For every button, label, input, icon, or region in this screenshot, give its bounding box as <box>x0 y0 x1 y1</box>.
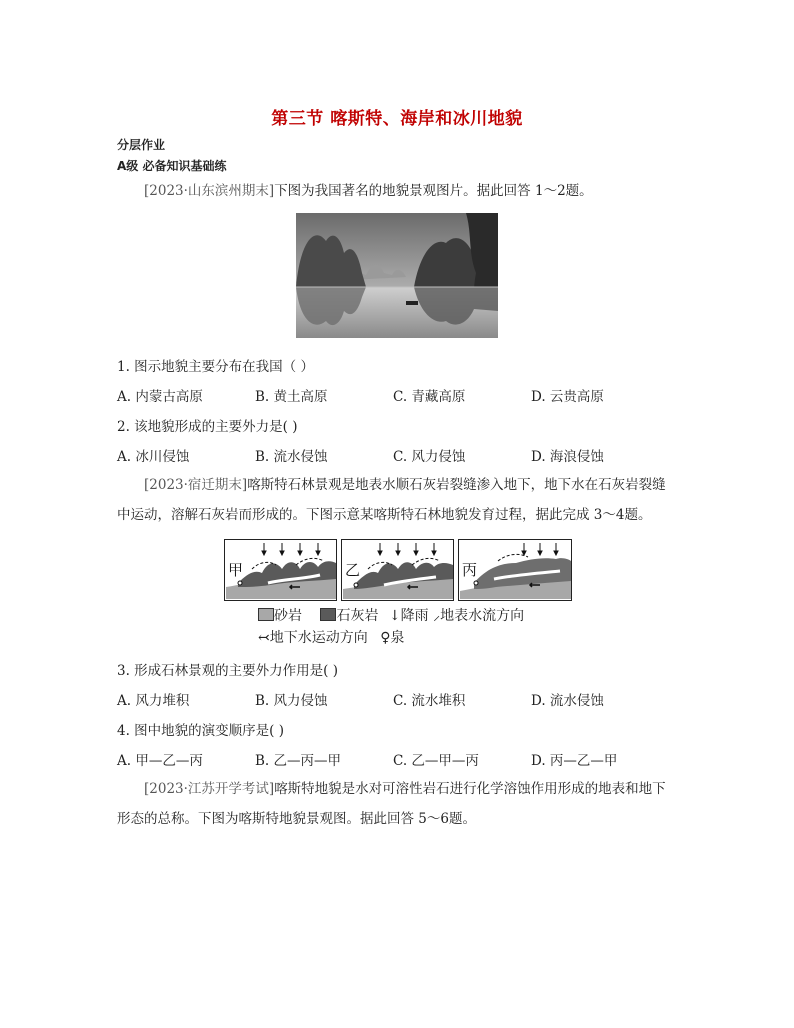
q3-option-c[interactable]: C. 流水堆积 <box>393 693 466 709</box>
question-4: 4. 图中地貌的演变顺序是( ) <box>117 723 284 739</box>
panel-jia-label: 甲 <box>228 561 244 579</box>
q4-option-c[interactable]: C. 乙—甲—丙 <box>393 753 479 769</box>
question-1: 1. 图示地貌主要分布在我国（ ） <box>117 359 314 375</box>
q1-option-a[interactable]: A. 内蒙古高原 <box>117 389 203 405</box>
intro-1-source: [2023·山东滨州期末] <box>144 183 275 199</box>
stone-forest-diagram-svg <box>224 539 572 601</box>
level-label: A级 必备知识基础练 <box>117 159 227 173</box>
q3-option-b[interactable]: B. 风力侵蚀 <box>255 693 328 709</box>
surface-flow-icon: ⸝ <box>433 608 441 624</box>
q4-option-a[interactable]: A. 甲—乙—丙 <box>117 753 203 769</box>
q4-option-b[interactable]: B. 乙—丙—甲 <box>255 753 342 769</box>
karst-landscape-photo <box>296 213 498 338</box>
intro-3-line-2: 形态的总称。下图为喀斯特地貌景观图。据此回答 5～6题。 <box>117 811 476 827</box>
legend-rain: 降雨 <box>400 608 429 624</box>
q2-option-a[interactable]: A. 冰川侵蚀 <box>117 449 190 465</box>
limestone-swatch <box>320 608 336 621</box>
intro-2-source: [2023·宿迁期末] <box>144 477 248 493</box>
q3-option-a[interactable]: A. 风力堆积 <box>117 693 190 709</box>
intro-1 <box>144 181 593 201</box>
intro-3-line-1 <box>144 779 666 799</box>
rain-arrow-icon: ↓ <box>388 608 401 624</box>
intro-2-text-1: 喀斯特石林景观是地表水顺石灰岩裂缝渗入地下，地下水在石灰岩裂缝 <box>247 477 666 493</box>
q3-option-d[interactable]: D. 流水侵蚀 <box>531 693 604 709</box>
question-2: 2. 该地貌形成的主要外力是( ) <box>117 419 298 435</box>
karst-photo-svg <box>296 213 498 338</box>
legend-spring: 泉 <box>390 630 405 646</box>
legend-surface-flow: 地表水流方向 <box>440 608 525 624</box>
legend-groundwater: 地下水运动方向 <box>269 630 368 646</box>
groundwater-arrow-icon: ↢ <box>258 630 270 646</box>
intro-3-source: [2023·江苏开学考试] <box>144 781 275 797</box>
legend-limestone: 石灰岩 <box>336 608 379 624</box>
q2-option-d[interactable]: D. 海浪侵蚀 <box>531 449 604 465</box>
panel-yi-label: 乙 <box>345 561 361 579</box>
intro-1-text: 下图为我国著名的地貌景观图片。据此回答 1～2题。 <box>274 183 593 199</box>
legend-sandstone: 砂岩 <box>274 608 302 624</box>
panel-bing-label: 丙 <box>462 561 478 579</box>
intro-2-line-2: 中运动，溶解石灰岩而形成的。下图示意某喀斯特石林地貌发育过程，据此完成 3～4题。 <box>117 507 652 523</box>
q1-option-d[interactable]: D. 云贵高原 <box>531 389 604 405</box>
section-label: 分层作业 <box>117 138 166 152</box>
q2-option-b[interactable]: B. 流水侵蚀 <box>255 449 328 465</box>
q1-option-c[interactable]: C. 青藏高原 <box>393 389 466 405</box>
q4-option-d[interactable]: D. 丙—乙—甲 <box>531 753 618 769</box>
q2-option-c[interactable]: C. 风力侵蚀 <box>393 449 466 465</box>
legend-row-1 <box>258 605 524 625</box>
page-title: 第三节 喀斯特、海岸和冰川地貌 <box>271 109 523 129</box>
intro-3-text-1: 喀斯特地貌是水对可溶性岩石进行化学溶蚀作用形成的地表和地下 <box>274 781 666 797</box>
spring-icon: ♀ <box>380 630 391 646</box>
question-3: 3. 形成石林景观的主要外力作用是( ) <box>117 663 338 679</box>
q1-option-b[interactable]: B. 黄土高原 <box>255 389 328 405</box>
stone-forest-diagram <box>224 539 572 601</box>
sandstone-swatch <box>258 608 274 621</box>
legend-row-2 <box>258 627 404 647</box>
intro-2-line-1 <box>144 475 666 495</box>
